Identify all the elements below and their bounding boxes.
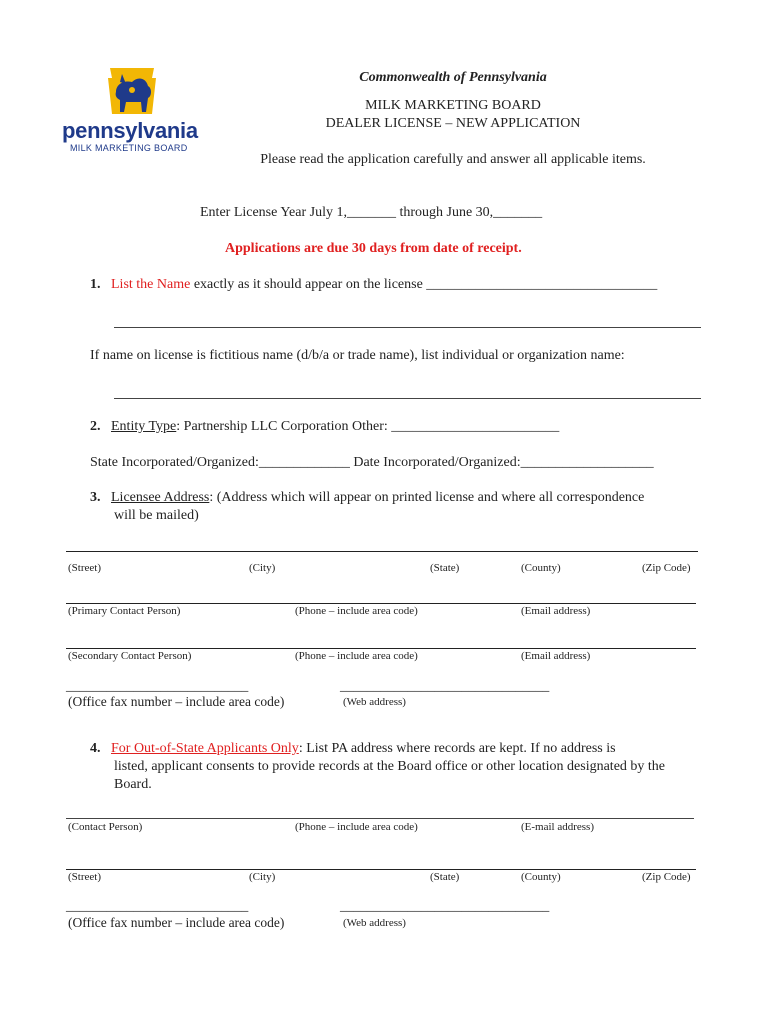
- zip-label: (Zip Code): [642, 562, 691, 574]
- email-label: (Email address): [521, 650, 591, 662]
- instruction-text: Please read the application carefully and answer all applicable items.: [260, 152, 646, 167]
- contact-person-label: (Contact Person): [68, 821, 143, 833]
- web-blank-line[interactable]: _______________________________: [340, 678, 550, 693]
- commonwealth-heading: Commonwealth of Pennsylvania: [359, 70, 547, 85]
- item4-desc: : List PA address where records are kept. If no address is: [298, 741, 616, 756]
- item2-line[interactable]: [90, 419, 559, 435]
- secondary-contact-label: (Secondary Contact Person): [68, 650, 192, 662]
- name-blank-line[interactable]: [114, 327, 701, 328]
- item1-line[interactable]: [90, 277, 657, 293]
- county-label: (County): [521, 871, 561, 883]
- city-label: (City): [249, 562, 276, 574]
- county-label: (County): [521, 562, 561, 574]
- fictitious-name-prompt: If name on license is fictitious name (d/b/a or trade name), list individual or organization name:: [90, 348, 625, 363]
- web-label: (Web address): [343, 696, 406, 708]
- state-incorporated-line[interactable]: State Incorporated/Organized:_____________ Date Incorporated/Organized:___________________: [90, 455, 654, 470]
- item4-line: [90, 741, 616, 757]
- zip-label: (Zip Code): [642, 871, 691, 883]
- fax-blank-line[interactable]: ___________________________: [66, 678, 249, 693]
- web-blank-line[interactable]: _______________________________: [340, 898, 550, 913]
- item-number: 4.: [90, 741, 101, 756]
- phone-label: (Phone – include area code): [295, 821, 418, 833]
- street-label: (Street): [68, 562, 101, 574]
- email-label: (E-mail address): [521, 821, 594, 833]
- item4-desc-end: Board.: [114, 777, 152, 792]
- item1-label: List the Name: [111, 277, 191, 292]
- address-blank-line[interactable]: [66, 551, 698, 552]
- form-title: DEALER LICENSE – NEW APPLICATION: [325, 116, 581, 131]
- logo-subtitle: MILK MARKETING BOARD: [70, 143, 188, 153]
- item4-desc-cont: listed, applicant consents to provide records at the Board office or other location designated by the: [114, 759, 666, 774]
- state-label: (State): [430, 562, 460, 574]
- contact-person-blank-line[interactable]: [66, 818, 694, 819]
- entity-type-options: : Partnership LLC Corporation Other: ________________________: [176, 419, 560, 434]
- item1-text: exactly as it should appear on the license _________________________________: [190, 277, 658, 292]
- item-number: 2.: [90, 419, 101, 434]
- board-heading: MILK MARKETING BOARD: [365, 98, 541, 113]
- primary-contact-label: (Primary Contact Person): [68, 605, 181, 617]
- item-number: 3.: [90, 490, 101, 505]
- phone-label: (Phone – include area code): [295, 605, 418, 617]
- item3-line: [90, 490, 644, 506]
- item-number: 1.: [90, 277, 101, 292]
- records-address-blank-line[interactable]: [66, 869, 696, 870]
- organization-name-blank-line[interactable]: [114, 398, 701, 399]
- primary-contact-blank-line[interactable]: [66, 603, 696, 604]
- logo-wordmark: pennsylvania: [62, 118, 198, 143]
- item2-label: Entity Type: [111, 419, 177, 434]
- item3-desc-cont: will be mailed): [114, 508, 199, 523]
- fax-label: (Office fax number – include area code): [68, 694, 285, 709]
- license-year-field[interactable]: Enter License Year July 1,_______ through June 30,_______: [200, 205, 543, 220]
- fax-label: (Office fax number – include area code): [68, 915, 285, 930]
- web-label: (Web address): [343, 917, 406, 929]
- item3-label: Licensee Address: [111, 490, 210, 505]
- phone-label: (Phone – include area code): [295, 650, 418, 662]
- fax-blank-line[interactable]: ___________________________: [66, 898, 249, 913]
- item4-label: For Out-of-State Applicants Only: [111, 741, 299, 756]
- state-label: (State): [430, 871, 460, 883]
- street-label: (Street): [68, 871, 101, 883]
- email-label: (Email address): [521, 605, 591, 617]
- item3-desc: : (Address which will appear on printed license and where all correspondence: [209, 490, 645, 505]
- secondary-contact-blank-line[interactable]: [66, 648, 696, 649]
- due-notice: Applications are due 30 days from date of receipt.: [225, 241, 522, 256]
- city-label: (City): [249, 871, 276, 883]
